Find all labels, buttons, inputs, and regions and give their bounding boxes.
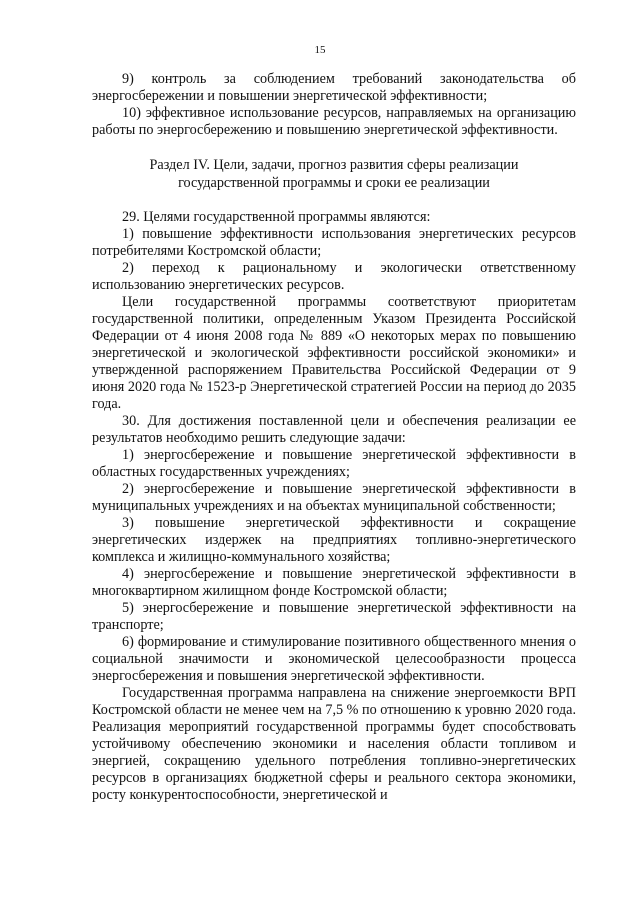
section-heading <box>92 156 576 192</box>
task-item-2: 2) энергосбережение и повышение энергетической эффективности в муниципальных учреждениях и на объектах муниципальной собственности; <box>92 481 576 514</box>
section-heading-line-2: государственной программы и сроки ее реализации <box>178 175 490 191</box>
task-item-5: 5) энергосбережение и повышение энергетической эффективности на транспорте; <box>92 600 576 633</box>
paragraph-29-intro: 29. Целями государственной программы являются: <box>122 209 431 225</box>
task-item-4: 4) энергосбережение и повышение энергетической эффективности в многоквартирном жилищном фонде Костромской области; <box>92 566 576 599</box>
page-number: 15 <box>314 44 326 56</box>
page-content <box>92 71 576 804</box>
task-item-6: 6) формирование и стимулирование позитивного общественного мнения о социальной значимости и экономической целесообразности процесса энергосбережения и повышения энергетической эффективности. <box>92 634 576 684</box>
list-item-9: 9) контроль за соблюдением требований законодательства об энергосбережении и повышении энергетической эффективности; <box>92 71 576 104</box>
goal-item-1: 1) повышение эффективности использования энергетических ресурсов потребителями Костромской области; <box>92 226 576 259</box>
section-heading-line-1: Раздел IV. Цели, задачи, прогноз развития сферы реализации <box>149 157 519 173</box>
task-item-3: 3) повышение энергетической эффективности и сокращение энергетических издержек на предприятиях топливно-энергетического комплекса и жилищно-коммунального хозяйства; <box>92 515 576 565</box>
paragraph-30-intro: 30. Для достижения поставленной цели и обеспечения реализации ее результатов необходимо решить следующие задачи: <box>92 413 576 446</box>
task-item-1: 1) энергосбережение и повышение энергетической эффективности в областных государственных учреждениях; <box>92 447 576 480</box>
program-target-paragraph: Государственная программа направлена на снижение энергоемкости ВРП Костромской области не менее чем на 7,5 % по отношению к уровню 2020 года. Реализация мероприятий государственной программы будет способствовать устойчивому обеспечению экономики и населения области топливом и энергией, сокращению удельного потребления топливно-энергетических ресурсов в организациях бюджетной сферы и реального сектора экономики, росту конкурентоспособности, энергетической и <box>92 685 576 803</box>
goals-conformity-paragraph: Цели государственной программы соответствуют приоритетам государственной политики, определенным Указом Президента Российской Федерации от 4 июня 2008 года № 889 «О некоторых мерах по повышению энергетической и экологической эффективности российской экономики» и утвержденной распоряжением Правительства Российской Федерации от 9 июня 2020 года № 1523-р Энергетической стратегией России на период до 2035 года. <box>92 294 576 412</box>
list-item-10: 10) эффективное использование ресурсов, направляемых на организацию работы по энергосбережению и повышению энергетической эффективности. <box>92 105 576 138</box>
goal-item-2: 2) переход к рациональному и экологически ответственному использованию энергетических ресурсов. <box>92 260 576 293</box>
